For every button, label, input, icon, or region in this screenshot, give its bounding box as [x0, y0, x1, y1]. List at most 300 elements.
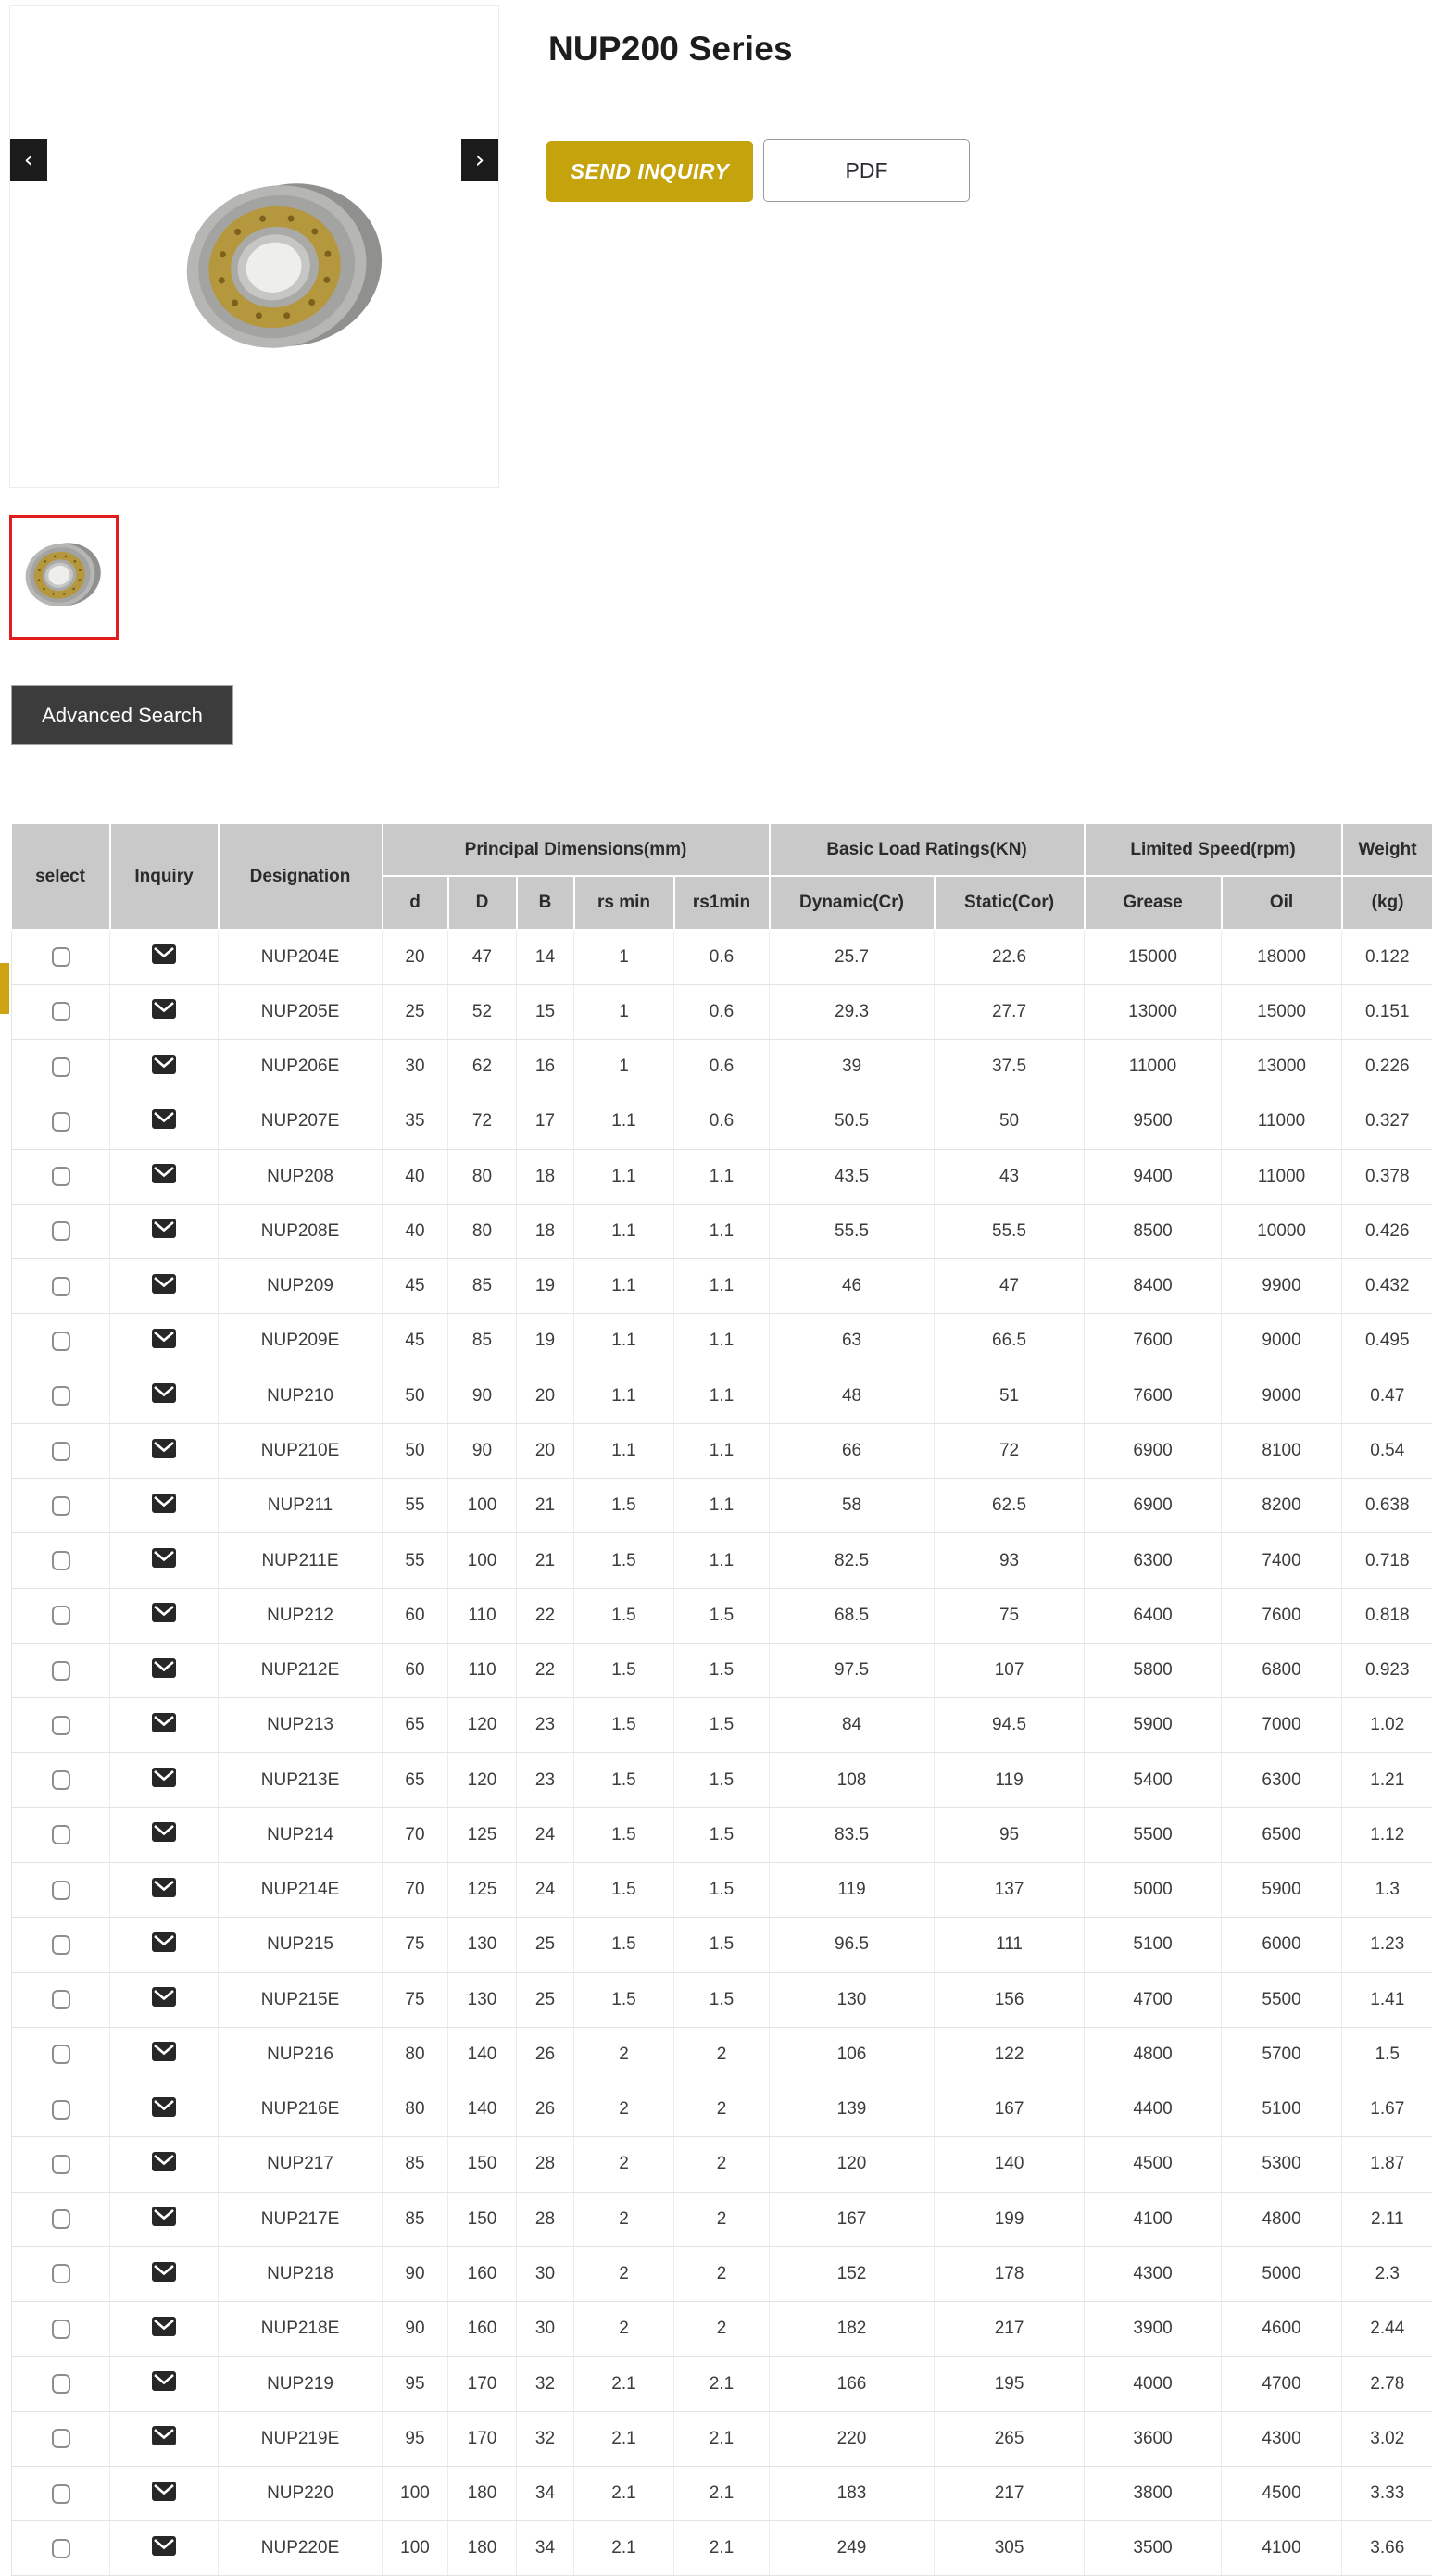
value-cell-rs_min: 1	[574, 1040, 674, 1094]
value-cell-oil: 4800	[1222, 2192, 1342, 2246]
value-cell-static_cor: 111	[935, 1918, 1085, 1972]
value-cell-oil: 6800	[1222, 1643, 1342, 1697]
select-cell	[12, 2466, 110, 2520]
row-select-checkbox[interactable]	[52, 2264, 70, 2283]
designation-cell: NUP213	[219, 1698, 383, 1753]
table-row	[12, 1204, 1432, 1258]
value-cell-oil: 8100	[1222, 1423, 1342, 1478]
value-cell-d: 95	[383, 2357, 448, 2411]
value-cell-B: 18	[517, 1149, 574, 1204]
value-cell-rs_min: 2	[574, 2302, 674, 2357]
value-cell-rs1_min: 2	[674, 2027, 770, 2082]
inquiry-cell	[110, 1094, 219, 1149]
value-cell-oil: 5100	[1222, 2082, 1342, 2137]
value-cell-B: 32	[517, 2357, 574, 2411]
value-cell-weight_kg: 0.818	[1342, 1588, 1432, 1643]
value-cell-weight_kg: 0.923	[1342, 1643, 1432, 1697]
inquiry-envelope-icon[interactable]	[152, 1329, 176, 1348]
value-cell-B: 15	[517, 984, 574, 1039]
designation-cell: NUP210	[219, 1369, 383, 1423]
inquiry-cell	[110, 2521, 219, 2576]
chevron-left-icon: ‹	[24, 146, 33, 174]
value-cell-rs_min: 2.1	[574, 2411, 674, 2466]
value-cell-dynamic_cr: 68.5	[770, 1588, 935, 1643]
designation-cell: NUP217	[219, 2137, 383, 2192]
value-cell-static_cor: 217	[935, 2302, 1085, 2357]
value-cell-dynamic_cr: 43.5	[770, 1149, 935, 1204]
inquiry-cell	[110, 1698, 219, 1753]
value-cell-static_cor: 75	[935, 1588, 1085, 1643]
select-cell	[12, 1863, 110, 1918]
value-cell-D: 80	[448, 1204, 517, 1258]
inquiry-cell	[110, 1479, 219, 1533]
row-select-checkbox[interactable]	[52, 2320, 70, 2339]
value-cell-weight_kg: 0.54	[1342, 1423, 1432, 1478]
value-cell-grease: 4700	[1085, 1972, 1222, 2027]
inquiry-envelope-icon[interactable]	[152, 2371, 176, 2391]
value-cell-B: 25	[517, 1972, 574, 2027]
table-row	[12, 2082, 1432, 2137]
value-cell-rs1_min: 2	[674, 2302, 770, 2357]
header-group-weight: Weight	[1342, 823, 1432, 876]
inquiry-cell	[110, 1863, 219, 1918]
value-cell-B: 26	[517, 2027, 574, 2082]
value-cell-dynamic_cr: 55.5	[770, 1204, 935, 1258]
inquiry-envelope-icon[interactable]	[152, 2042, 176, 2061]
inquiry-cell	[110, 1423, 219, 1478]
value-cell-oil: 5300	[1222, 2137, 1342, 2192]
table-row	[12, 1369, 1432, 1423]
value-cell-dynamic_cr: 119	[770, 1863, 935, 1918]
table-row	[12, 1698, 1432, 1753]
inquiry-cell	[110, 1314, 219, 1369]
value-cell-d: 50	[383, 1369, 448, 1423]
row-select-checkbox[interactable]	[52, 2429, 70, 2448]
value-cell-rs1_min: 1.5	[674, 1698, 770, 1753]
header-d: d	[383, 876, 448, 930]
header-kg: (kg)	[1342, 876, 1432, 930]
value-cell-grease: 5100	[1085, 1918, 1222, 1972]
inquiry-envelope-icon[interactable]	[152, 1439, 176, 1458]
value-cell-oil: 6500	[1222, 1807, 1342, 1862]
value-cell-B: 28	[517, 2192, 574, 2246]
inquiry-envelope-icon[interactable]	[152, 1932, 176, 1952]
value-cell-D: 160	[448, 2246, 517, 2301]
value-cell-rs_min: 1.1	[574, 1149, 674, 1204]
select-cell	[12, 2192, 110, 2246]
value-cell-static_cor: 93	[935, 1533, 1085, 1588]
inquiry-cell	[110, 1753, 219, 1807]
value-cell-B: 34	[517, 2466, 574, 2520]
inquiry-envelope-icon[interactable]	[152, 1822, 176, 1842]
row-select-checkbox[interactable]	[52, 1606, 70, 1625]
value-cell-weight_kg: 1.23	[1342, 1918, 1432, 1972]
value-cell-rs1_min: 1.5	[674, 1588, 770, 1643]
designation-cell: NUP209E	[219, 1314, 383, 1369]
value-cell-static_cor: 156	[935, 1972, 1085, 2027]
value-cell-B: 18	[517, 1204, 574, 1258]
value-cell-D: 125	[448, 1863, 517, 1918]
row-select-checkbox[interactable]	[52, 1496, 70, 1516]
table-row	[12, 1972, 1432, 2027]
header-static-cor: Static(Cor)	[935, 876, 1085, 930]
row-select-checkbox[interactable]	[52, 1661, 70, 1681]
value-cell-weight_kg: 0.226	[1342, 1040, 1432, 1094]
inquiry-envelope-icon[interactable]	[152, 2097, 176, 2117]
value-cell-d: 60	[383, 1643, 448, 1697]
row-select-checkbox[interactable]	[52, 2209, 70, 2229]
value-cell-B: 30	[517, 2246, 574, 2301]
value-cell-weight_kg: 0.122	[1342, 930, 1432, 984]
table-header	[12, 823, 1432, 930]
thumbnail-selected[interactable]	[9, 515, 119, 640]
value-cell-grease: 6900	[1085, 1423, 1222, 1478]
value-cell-grease: 6900	[1085, 1479, 1222, 1533]
value-cell-rs_min: 1.1	[574, 1369, 674, 1423]
value-cell-B: 32	[517, 2411, 574, 2466]
inquiry-envelope-icon[interactable]	[152, 1658, 176, 1678]
inquiry-envelope-icon[interactable]	[152, 1383, 176, 1403]
value-cell-grease: 3800	[1085, 2466, 1222, 2520]
row-select-checkbox[interactable]	[52, 2155, 70, 2174]
select-cell	[12, 1094, 110, 1149]
value-cell-rs1_min: 1.5	[674, 1863, 770, 1918]
select-cell	[12, 1259, 110, 1314]
value-cell-D: 85	[448, 1259, 517, 1314]
designation-cell: NUP216E	[219, 2082, 383, 2137]
value-cell-d: 90	[383, 2302, 448, 2357]
value-cell-B: 20	[517, 1369, 574, 1423]
value-cell-dynamic_cr: 39	[770, 1040, 935, 1094]
value-cell-rs_min: 1.5	[574, 1588, 674, 1643]
inquiry-cell	[110, 1918, 219, 1972]
row-select-checkbox[interactable]	[52, 1386, 70, 1406]
inquiry-envelope-icon[interactable]	[152, 2152, 176, 2171]
value-cell-weight_kg: 3.02	[1342, 2411, 1432, 2466]
table-row	[12, 1863, 1432, 1918]
inquiry-envelope-icon[interactable]	[152, 1494, 176, 1513]
value-cell-d: 70	[383, 1807, 448, 1862]
value-cell-oil: 6000	[1222, 1918, 1342, 1972]
value-cell-grease: 5000	[1085, 1863, 1222, 1918]
value-cell-grease: 5800	[1085, 1643, 1222, 1697]
value-cell-rs1_min: 2.1	[674, 2357, 770, 2411]
value-cell-dynamic_cr: 139	[770, 2082, 935, 2137]
table-row	[12, 2027, 1432, 2082]
value-cell-weight_kg: 1.21	[1342, 1753, 1432, 1807]
value-cell-dynamic_cr: 220	[770, 2411, 935, 2466]
value-cell-B: 22	[517, 1643, 574, 1697]
table-row	[12, 2246, 1432, 2301]
designation-cell: NUP209	[219, 1259, 383, 1314]
inquiry-cell	[110, 2246, 219, 2301]
inquiry-envelope-icon[interactable]	[152, 1274, 176, 1294]
value-cell-static_cor: 195	[935, 2357, 1085, 2411]
value-cell-D: 140	[448, 2082, 517, 2137]
designation-cell: NUP212	[219, 1588, 383, 1643]
pdf-button[interactable]: PDF	[763, 139, 970, 202]
value-cell-D: 110	[448, 1588, 517, 1643]
value-cell-rs_min: 1.5	[574, 1643, 674, 1697]
row-select-checkbox[interactable]	[52, 1825, 70, 1844]
inquiry-envelope-icon[interactable]	[152, 2426, 176, 2445]
value-cell-static_cor: 94.5	[935, 1698, 1085, 1753]
value-cell-dynamic_cr: 249	[770, 2521, 935, 2576]
inquiry-envelope-icon[interactable]	[152, 2207, 176, 2226]
row-select-checkbox[interactable]	[52, 2484, 70, 2504]
inquiry-envelope-icon[interactable]	[152, 1219, 176, 1238]
value-cell-d: 80	[383, 2082, 448, 2137]
value-cell-B: 24	[517, 1807, 574, 1862]
select-cell	[12, 1423, 110, 1478]
value-cell-grease: 7600	[1085, 1314, 1222, 1369]
value-cell-dynamic_cr: 97.5	[770, 1643, 935, 1697]
select-cell	[12, 1588, 110, 1643]
designation-cell: NUP215E	[219, 1972, 383, 2027]
value-cell-rs_min: 1.5	[574, 1479, 674, 1533]
value-cell-rs1_min: 1.5	[674, 1753, 770, 1807]
inquiry-cell	[110, 1204, 219, 1258]
table-row	[12, 1918, 1432, 1972]
value-cell-d: 55	[383, 1533, 448, 1588]
select-cell	[12, 1807, 110, 1862]
value-cell-weight_kg: 1.3	[1342, 1863, 1432, 1918]
inquiry-envelope-icon[interactable]	[152, 1713, 176, 1732]
value-cell-oil: 4700	[1222, 2357, 1342, 2411]
value-cell-grease: 4100	[1085, 2192, 1222, 2246]
value-cell-oil: 4100	[1222, 2521, 1342, 2576]
carousel-prev-button[interactable]	[10, 139, 47, 181]
header-dynamic-cr: Dynamic(Cr)	[770, 876, 935, 930]
value-cell-B: 16	[517, 1040, 574, 1094]
inquiry-envelope-icon[interactable]	[152, 999, 176, 1019]
value-cell-grease: 9400	[1085, 1149, 1222, 1204]
value-cell-rs_min: 2.1	[574, 2466, 674, 2520]
value-cell-rs_min: 2	[574, 2082, 674, 2137]
value-cell-D: 110	[448, 1643, 517, 1697]
select-cell	[12, 984, 110, 1039]
row-select-checkbox[interactable]	[52, 1277, 70, 1296]
row-select-checkbox[interactable]	[52, 1221, 70, 1241]
value-cell-B: 19	[517, 1259, 574, 1314]
value-cell-grease: 4000	[1085, 2357, 1222, 2411]
value-cell-D: 180	[448, 2521, 517, 2576]
row-select-checkbox[interactable]	[52, 2374, 70, 2394]
inquiry-envelope-icon[interactable]	[152, 1055, 176, 1074]
value-cell-d: 80	[383, 2027, 448, 2082]
value-cell-grease: 9500	[1085, 1094, 1222, 1149]
value-cell-rs1_min: 2.1	[674, 2411, 770, 2466]
value-cell-D: 180	[448, 2466, 517, 2520]
inquiry-envelope-icon[interactable]	[152, 1164, 176, 1183]
value-cell-static_cor: 66.5	[935, 1314, 1085, 1369]
value-cell-grease: 6300	[1085, 1533, 1222, 1588]
value-cell-B: 24	[517, 1863, 574, 1918]
row-select-checkbox[interactable]	[52, 1112, 70, 1132]
value-cell-oil: 13000	[1222, 1040, 1342, 1094]
inquiry-cell	[110, 1040, 219, 1094]
value-cell-grease: 3600	[1085, 2411, 1222, 2466]
value-cell-rs1_min: 1.5	[674, 1643, 770, 1697]
inquiry-cell	[110, 1259, 219, 1314]
inquiry-cell	[110, 1643, 219, 1697]
value-cell-oil: 4600	[1222, 2302, 1342, 2357]
row-select-checkbox[interactable]	[52, 1935, 70, 1955]
designation-cell: NUP216	[219, 2027, 383, 2082]
value-cell-d: 90	[383, 2246, 448, 2301]
inquiry-envelope-icon[interactable]	[152, 1548, 176, 1568]
value-cell-dynamic_cr: 108	[770, 1753, 935, 1807]
row-select-checkbox[interactable]	[52, 1881, 70, 1900]
value-cell-oil: 8200	[1222, 1479, 1342, 1533]
value-cell-rs_min: 2	[574, 2246, 674, 2301]
inquiry-envelope-icon[interactable]	[152, 1603, 176, 1622]
value-cell-weight_kg: 1.41	[1342, 1972, 1432, 2027]
row-select-checkbox[interactable]	[52, 1716, 70, 1735]
value-cell-d: 55	[383, 1479, 448, 1533]
select-cell	[12, 1040, 110, 1094]
value-cell-B: 25	[517, 1918, 574, 1972]
inquiry-envelope-icon[interactable]	[152, 2482, 176, 2501]
value-cell-rs1_min: 0.6	[674, 930, 770, 984]
value-cell-rs1_min: 2.1	[674, 2466, 770, 2520]
inquiry-envelope-icon[interactable]	[152, 2262, 176, 2282]
value-cell-dynamic_cr: 46	[770, 1259, 935, 1314]
value-cell-static_cor: 140	[935, 2137, 1085, 2192]
value-cell-oil: 9900	[1222, 1259, 1342, 1314]
inquiry-cell	[110, 984, 219, 1039]
value-cell-rs_min: 1.5	[574, 1863, 674, 1918]
designation-cell: NUP220E	[219, 2521, 383, 2576]
inquiry-envelope-icon[interactable]	[152, 1987, 176, 2007]
carousel-next-button[interactable]	[461, 139, 498, 181]
inquiry-envelope-icon[interactable]	[152, 2317, 176, 2336]
value-cell-weight_kg: 0.151	[1342, 984, 1432, 1039]
header-oil: Oil	[1222, 876, 1342, 930]
inquiry-envelope-icon[interactable]	[152, 944, 176, 964]
table-row	[12, 1149, 1432, 1204]
value-cell-weight_kg: 0.432	[1342, 1259, 1432, 1314]
value-cell-weight_kg: 0.47	[1342, 1369, 1432, 1423]
value-cell-D: 120	[448, 1698, 517, 1753]
value-cell-weight_kg: 2.11	[1342, 2192, 1432, 2246]
value-cell-D: 170	[448, 2357, 517, 2411]
value-cell-dynamic_cr: 29.3	[770, 984, 935, 1039]
row-select-checkbox[interactable]	[52, 2539, 70, 2558]
select-cell	[12, 2521, 110, 2576]
value-cell-D: 130	[448, 1972, 517, 2027]
designation-cell: NUP211E	[219, 1533, 383, 1588]
inquiry-cell	[110, 1369, 219, 1423]
table-row	[12, 2466, 1432, 2520]
value-cell-D: 47	[448, 930, 517, 984]
value-cell-D: 120	[448, 1753, 517, 1807]
value-cell-static_cor: 217	[935, 2466, 1085, 2520]
value-cell-d: 35	[383, 1094, 448, 1149]
value-cell-d: 75	[383, 1972, 448, 2027]
row-select-checkbox[interactable]	[52, 1551, 70, 1570]
table-row	[12, 2521, 1432, 2576]
value-cell-grease: 4400	[1085, 2082, 1222, 2137]
value-cell-oil: 18000	[1222, 930, 1342, 984]
row-select-checkbox[interactable]	[52, 1332, 70, 1351]
value-cell-d: 40	[383, 1204, 448, 1258]
value-cell-rs_min: 1.5	[574, 1698, 674, 1753]
value-cell-B: 23	[517, 1698, 574, 1753]
value-cell-rs1_min: 1.1	[674, 1259, 770, 1314]
inquiry-envelope-icon[interactable]	[152, 1768, 176, 1787]
value-cell-dynamic_cr: 166	[770, 2357, 935, 2411]
value-cell-d: 65	[383, 1698, 448, 1753]
value-cell-dynamic_cr: 182	[770, 2302, 935, 2357]
value-cell-oil: 7400	[1222, 1533, 1342, 1588]
row-select-checkbox[interactable]	[52, 2100, 70, 2120]
value-cell-weight_kg: 0.718	[1342, 1533, 1432, 1588]
table-row	[12, 1807, 1432, 1862]
value-cell-dynamic_cr: 96.5	[770, 1918, 935, 1972]
value-cell-weight_kg: 1.5	[1342, 2027, 1432, 2082]
inquiry-envelope-icon[interactable]	[152, 2536, 176, 2556]
value-cell-grease: 6400	[1085, 1588, 1222, 1643]
designation-cell: NUP204E	[219, 930, 383, 984]
inquiry-envelope-icon[interactable]	[152, 1109, 176, 1129]
row-select-checkbox[interactable]	[52, 1442, 70, 1461]
row-select-checkbox[interactable]	[52, 1990, 70, 2009]
row-select-checkbox[interactable]	[52, 2045, 70, 2064]
value-cell-grease: 7600	[1085, 1369, 1222, 1423]
table-row	[12, 1259, 1432, 1314]
inquiry-cell	[110, 1972, 219, 2027]
designation-cell: NUP219	[219, 2357, 383, 2411]
value-cell-rs_min: 1	[574, 984, 674, 1039]
value-cell-D: 150	[448, 2137, 517, 2192]
row-select-checkbox[interactable]	[52, 947, 70, 967]
select-cell	[12, 1972, 110, 2027]
send-inquiry-button[interactable]: SEND INQUIRY	[546, 141, 753, 202]
value-cell-rs1_min: 1.1	[674, 1204, 770, 1258]
value-cell-oil: 5900	[1222, 1863, 1342, 1918]
side-tab[interactable]	[0, 963, 9, 1014]
inquiry-envelope-icon[interactable]	[152, 1878, 176, 1897]
value-cell-B: 20	[517, 1423, 574, 1478]
value-cell-rs1_min: 1.5	[674, 1807, 770, 1862]
value-cell-static_cor: 47	[935, 1259, 1085, 1314]
value-cell-B: 21	[517, 1533, 574, 1588]
designation-cell: NUP214	[219, 1807, 383, 1862]
row-select-checkbox[interactable]	[52, 1057, 70, 1077]
value-cell-static_cor: 178	[935, 2246, 1085, 2301]
row-select-checkbox[interactable]	[52, 1002, 70, 1021]
value-cell-weight_kg: 1.12	[1342, 1807, 1432, 1862]
value-cell-B: 22	[517, 1588, 574, 1643]
select-cell	[12, 930, 110, 984]
value-cell-D: 150	[448, 2192, 517, 2246]
value-cell-static_cor: 137	[935, 1863, 1085, 1918]
header-grease: Grease	[1085, 876, 1222, 930]
advanced-search-button[interactable]: Advanced Search	[11, 685, 233, 745]
value-cell-dynamic_cr: 83.5	[770, 1807, 935, 1862]
value-cell-D: 90	[448, 1369, 517, 1423]
value-cell-B: 34	[517, 2521, 574, 2576]
designation-cell: NUP212E	[219, 1643, 383, 1697]
value-cell-static_cor: 265	[935, 2411, 1085, 2466]
value-cell-rs_min: 1.1	[574, 1204, 674, 1258]
row-select-checkbox[interactable]	[52, 1770, 70, 1790]
value-cell-rs_min: 1.5	[574, 1807, 674, 1862]
value-cell-static_cor: 37.5	[935, 1040, 1085, 1094]
row-select-checkbox[interactable]	[52, 1167, 70, 1186]
select-cell	[12, 1533, 110, 1588]
